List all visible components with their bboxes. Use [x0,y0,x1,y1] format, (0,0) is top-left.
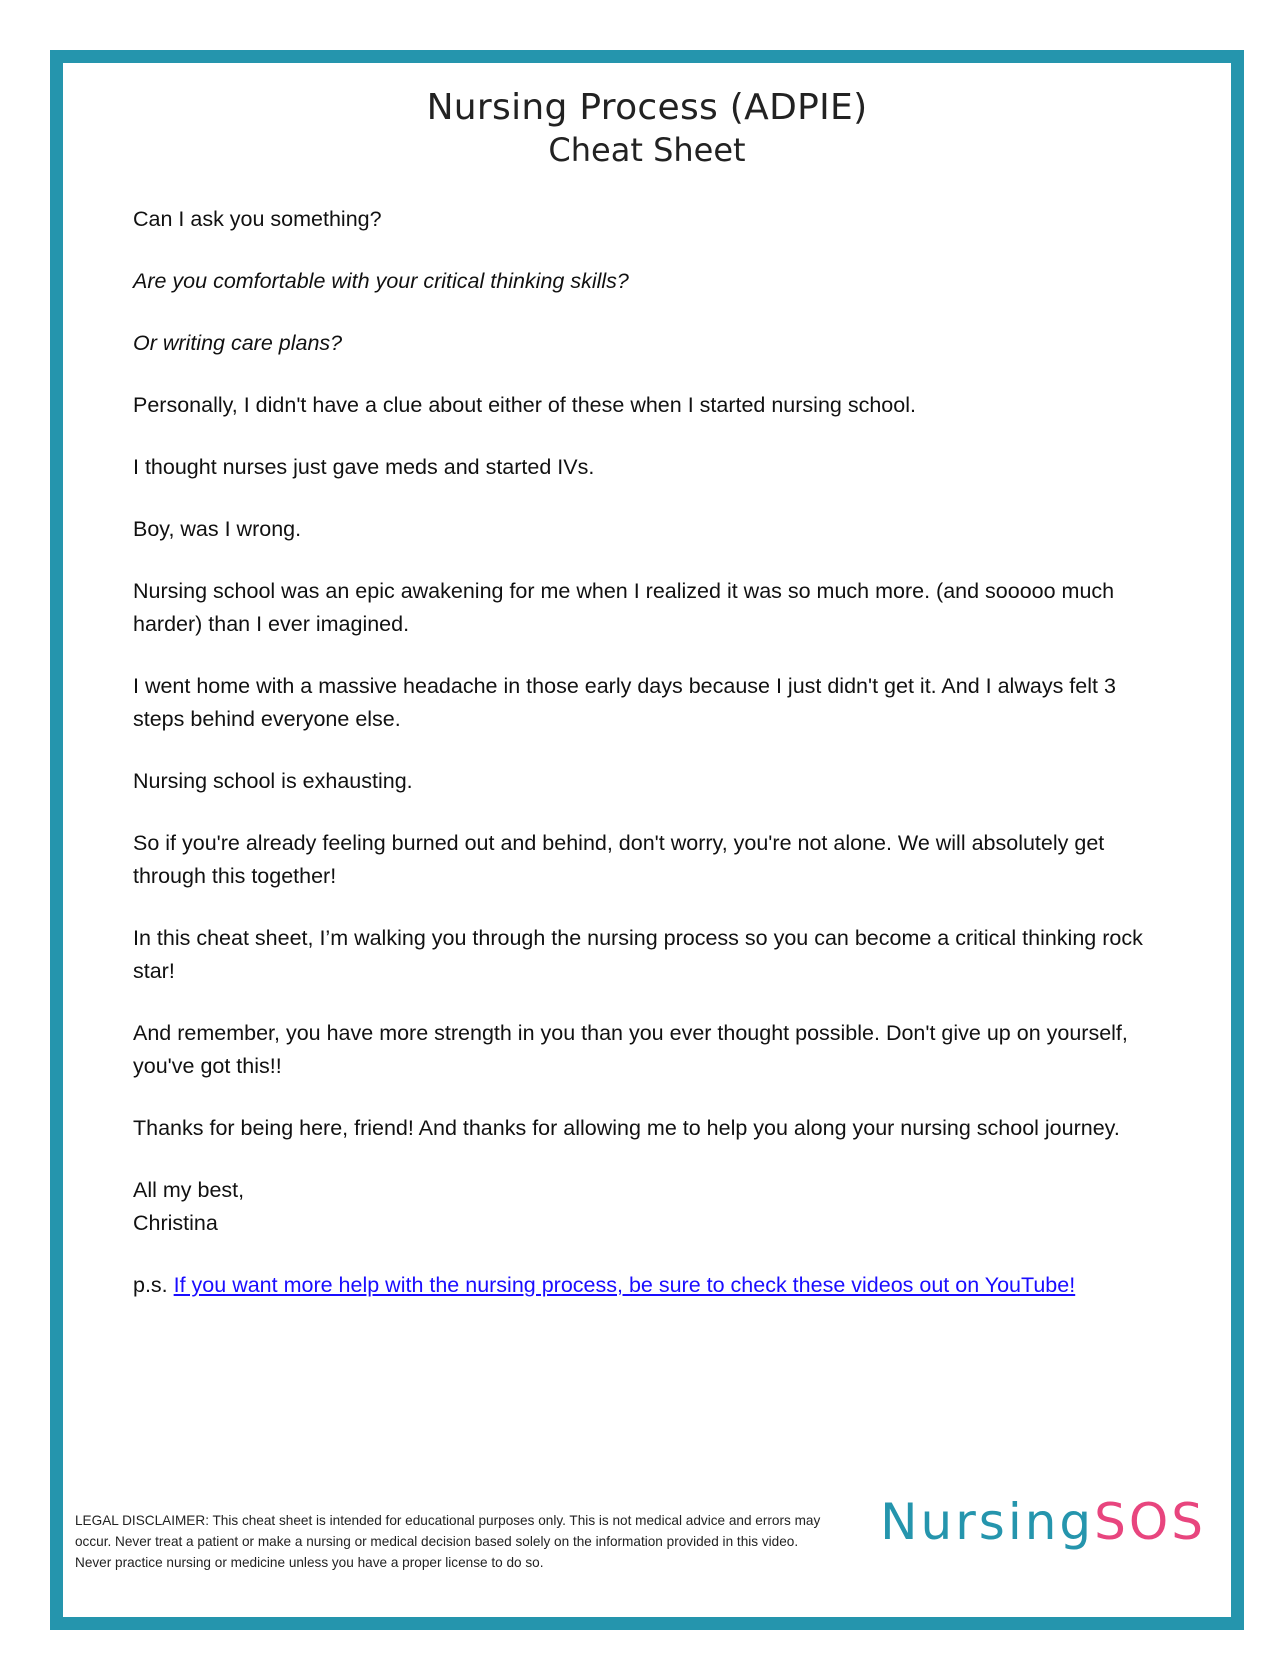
paragraph-2: Are you comfortable with your critical thinking skills? [133,269,629,293]
paragraph-3: Or writing care plans? [133,331,343,355]
paragraph-6: Boy, was I wrong. [133,517,302,541]
logo-text-nursing: Nursing [880,1493,1095,1551]
paragraph-13: Thanks for being here, friend! And thanks for allowing me to help you along your nursing school journey. [133,1116,1120,1140]
paragraph-5: I thought nurses just gave meds and started IVs. [133,455,595,479]
page-frame [50,50,1244,1630]
paragraph-8: I went home with a massive headache in those early days because I just didn't get it. And I always felt 3 steps behind everyone else. [133,674,1116,731]
ps-prefix: p.s. [133,1273,168,1297]
signature: Christina [133,1211,218,1235]
legal-disclaimer: LEGAL DISCLAIMER: This cheat sheet is intended for educational purposes only. This is not medical advice and errors may occur. Never treat a patient or make a nursing or medical decision based solely on the information provided in this video. Never practice nursing or medicine unless you have a proper license to do so. [75,1513,821,1570]
letter-body [133,203,1153,1331]
paragraph-12: And remember, you have more strength in you than you ever thought possible. Don't give up on yourself, you've got this!! [133,1021,1128,1078]
youtube-videos-link[interactable]: If you want more help with the nursing process, be sure to check these videos out on YouTube! [173,1273,1076,1297]
signoff: All my best, [133,1178,245,1202]
logo-text-sos: SOS [1094,1493,1206,1551]
paragraph-1: Can I ask you something? [133,207,382,231]
nursingsos-logo [880,1493,1206,1551]
postscript [133,1269,1153,1302]
signoff-block [133,1174,1153,1240]
paragraph-11: In this cheat sheet, I’m walking you through the nursing process so you can become a critical thinking rock star! [133,926,1143,983]
paragraph-9: Nursing school is exhausting. [133,769,413,793]
page-subtitle: Cheat Sheet [548,131,746,169]
paragraph-10: So if you're already feeling burned out and behind, don't worry, you're not alone. We will absolutely get through this together! [133,831,1105,888]
paragraph-4: Personally, I didn't have a clue about either of these when I started nursing school. [133,393,916,417]
page-title: Nursing Process (ADPIE) [426,87,868,128]
paragraph-7: Nursing school was an epic awakening for me when I realized it was so much more. (and sooooo much harder) than I ever imagined. [133,579,1115,636]
